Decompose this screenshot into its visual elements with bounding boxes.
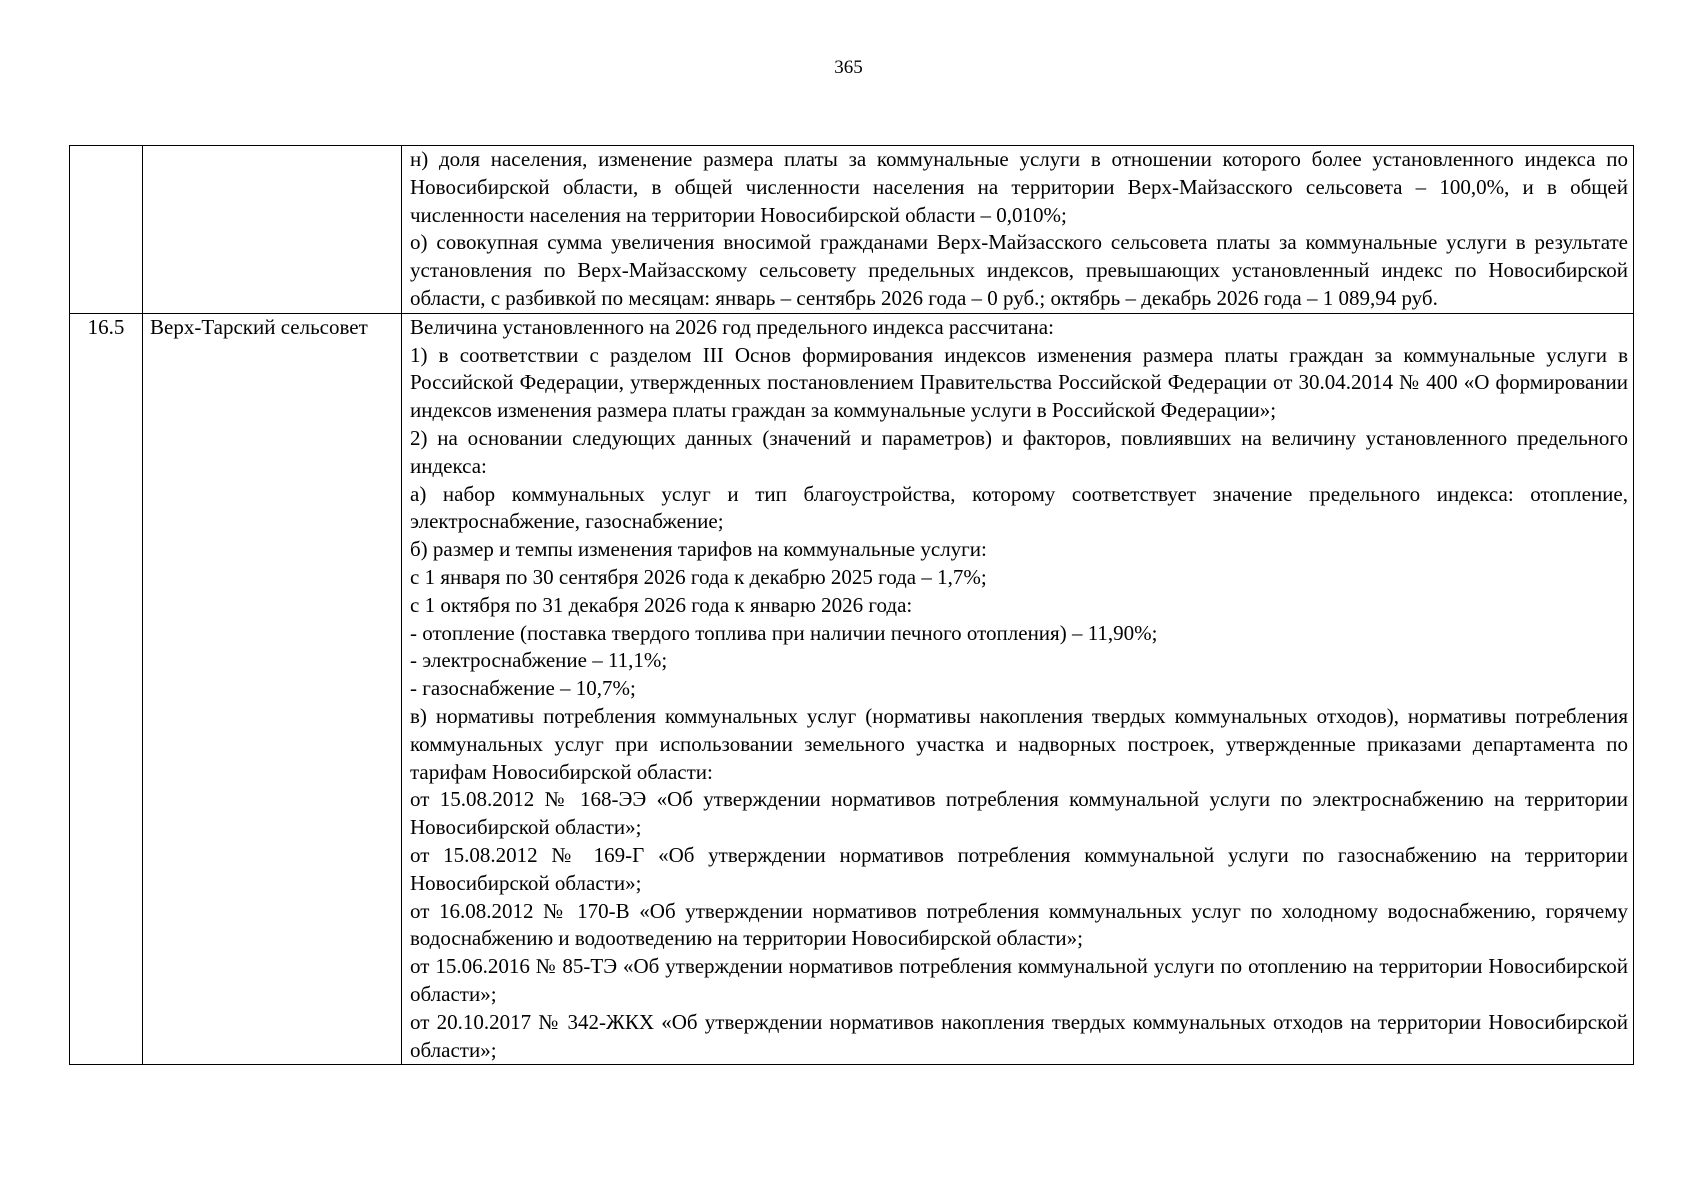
- description-cell: [402, 146, 1634, 314]
- paragraph: а) набор коммунальных услуг и тип благоустройства, которому соответствует значение предельного индекса: отопление, электроснабжение, газоснабжение;: [410, 481, 1628, 534]
- paragraph: - газоснабжение – 10,7%;: [410, 676, 636, 701]
- row-number-cell: [70, 146, 143, 314]
- page-number: 365: [834, 57, 863, 78]
- table-row: [70, 313, 1634, 1065]
- paragraph: н) доля населения, изменение размера платы за коммунальные услуги в отношении которого более установленного индекса по Новосибирской области, в общей численности населения на территории Верх-Майзасского сельсовета – 100,0%, и в общей численности населения на территории Новосибирской области – 0,010%;: [410, 147, 1628, 227]
- paragraph: Величина установленного на 2026 год предельного индекса рассчитана:: [410, 314, 1054, 339]
- paragraph: о) совокупная сумма увеличения вносимой гражданами Верх-Майзасского сельсовета платы за коммунальные услуги в результате установления по Верх-Майзасскому сельсовету предельных индексов, превышающих установленный индекс по Новосибирской области, с разбивкой по месяцам: январь – сентябрь 2026 года – 0 руб.; октябрь – декабрь 2026 года – 1 089,94 руб.: [410, 230, 1628, 310]
- paragraph: в) нормативы потребления коммунальных услуг (нормативы накопления твердых коммунальных отходов), нормативы потребления коммунальных услуг при использовании земельного участка и надворных построек, утвержденные приказами департамента по тарифам Новосибирской области:: [410, 703, 1628, 784]
- row-number-cell: 16.5: [70, 313, 143, 1065]
- paragraph: - электроснабжение – 11,1%;: [410, 648, 668, 673]
- paragraph: с 1 октября по 31 декабря 2026 года к январю 2026 года:: [410, 592, 913, 617]
- paragraph: от 15.06.2016 № 85-ТЭ «Об утверждении нормативов потребления коммунальной услуги по отоплению на территории Новосибирской области»;: [410, 954, 1628, 1006]
- paragraph: от 15.08.2012 № 169-Г «Об утверждении нормативов потребления коммунальной услуги по газоснабжению на территории Новосибирской области»;: [410, 842, 1628, 895]
- municipality-name-cell: Верх-Тарский сельсовет: [143, 313, 402, 1065]
- paragraph: от 20.10.2017 № 342-ЖКХ «Об утверждении нормативов накопления твердых коммунальных отходов на территории Новосибирской области»;: [410, 1009, 1628, 1062]
- description-cell: [402, 313, 1634, 1065]
- paragraph: б) размер и темпы изменения тарифов на коммунальные услуги:: [410, 537, 987, 562]
- paragraph: от 16.08.2012 № 170-В «Об утверждении нормативов потребления коммунальных услуг по холодному водоснабжению, горячему водоснабжению и водоотведению на территории Новосибирской области»;: [410, 898, 1628, 951]
- paragraph: 2) на основании следующих данных (значений и параметров) и факторов, повлиявших на величину установленного предельного индекса:: [410, 425, 1628, 478]
- paragraph: 1) в соответствии с разделом III Основ формирования индексов изменения размера платы граждан за коммунальные услуги в Российской Федерации, утвержденных постановлением Правительства Российской Федерации от 30.04.2014 № 400 «О формировании индексов изменения размера платы граждан за коммунальные услуги в Российской Федерации»;: [410, 342, 1628, 423]
- tariff-index-table: [69, 145, 1634, 1065]
- table-row: [70, 146, 1634, 314]
- paragraph: - отопление (поставка твердого топлива при наличии печного отопления) – 11,90%;: [410, 620, 1158, 645]
- municipality-name-cell: [143, 146, 402, 314]
- paragraph: с 1 января по 30 сентября 2026 года к декабрю 2025 года – 1,7%;: [410, 564, 987, 589]
- paragraph: от 15.08.2012 № 168-ЭЭ «Об утверждении нормативов потребления коммунальной услуги по электроснабжению на территории Новосибирской области»;: [410, 787, 1628, 840]
